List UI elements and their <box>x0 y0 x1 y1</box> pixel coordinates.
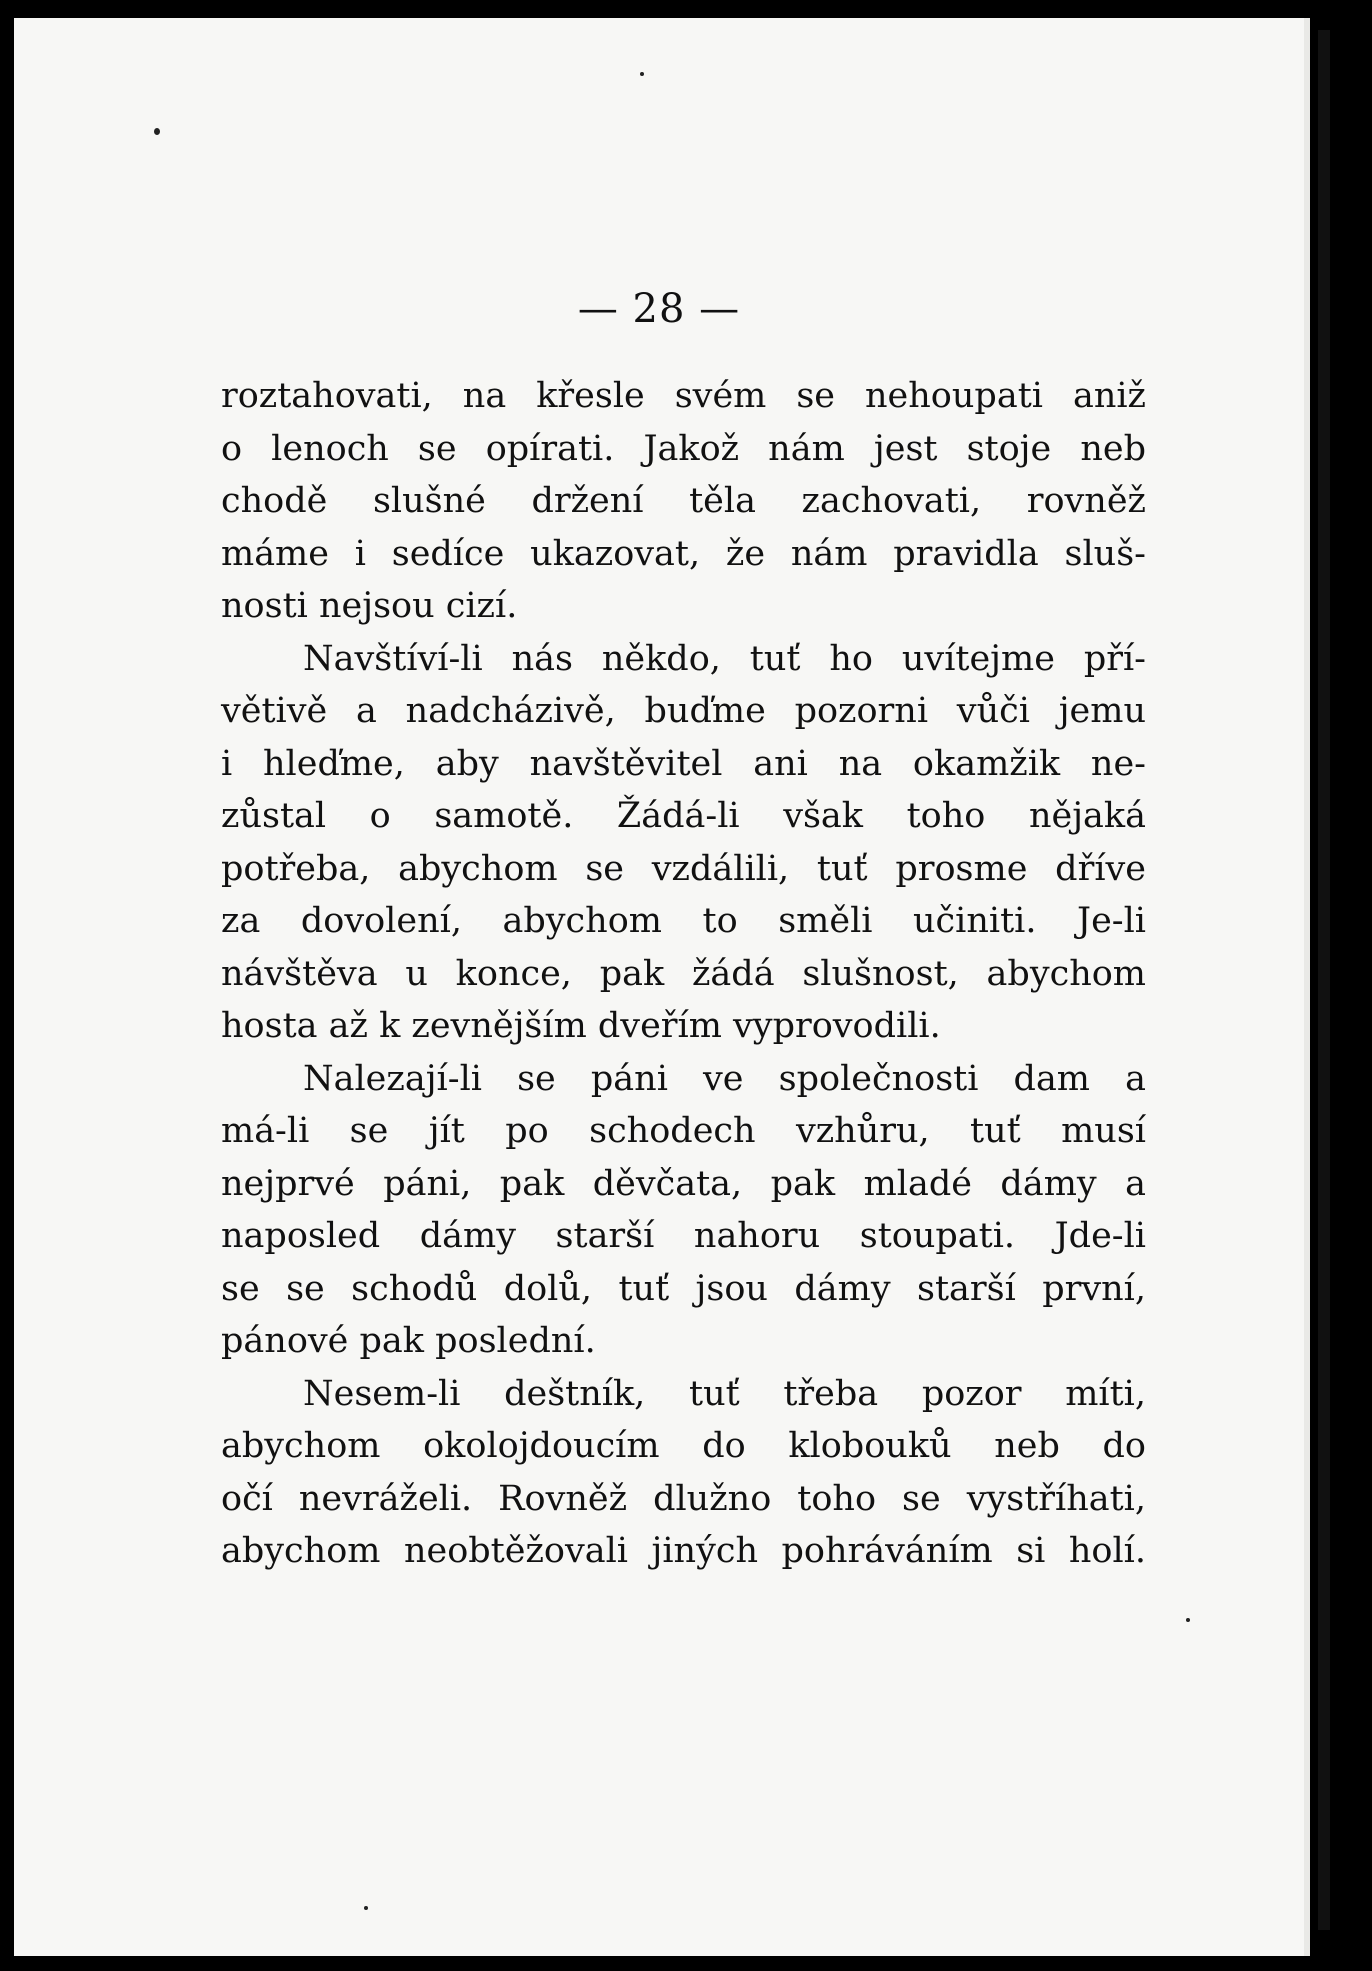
text-line: o lenoch se opírati. Jakož nám jest stoje neb <box>221 428 1146 469</box>
page-edge <box>1304 18 1310 1956</box>
scan-speck <box>364 1906 368 1910</box>
text-line: pánové pak poslední. <box>221 1321 596 1361</box>
text-line: potřeba, abychom se vzdálili, tuť prosme dříve <box>221 848 1146 889</box>
text-line: abychom neobtěžovali jiných pohráváním si holí. <box>221 1531 1146 1571</box>
text-line: za dovolení, abychom to směli učiniti. Je-li <box>221 901 1146 941</box>
scan-speck <box>1186 1618 1190 1622</box>
text-line: nosti nejsou cizí. <box>221 586 518 626</box>
text-line: i hleďme, aby navštěvitel ani na okamžik ne- <box>221 743 1146 784</box>
text-line: zůstal o samotě. Žádá-li však toho nějaká <box>221 796 1146 836</box>
scan-speck <box>154 128 160 135</box>
page-number: — 28 — <box>577 286 741 332</box>
text-line: máme i sedíce ukazovat, že nám pravidla sluš- <box>221 533 1146 574</box>
page-body-text <box>221 370 1146 1578</box>
text-line: očí nevráželi. Rovněž dlužno toho se vystříhati, <box>221 1478 1146 1519</box>
text-line: naposled dámy starší nahoru stoupati. Jde-li <box>221 1216 1146 1256</box>
binding-edge <box>1318 30 1330 1930</box>
text-line: má-li se jít po schodech vzhůru, tuť musí <box>221 1111 1146 1151</box>
text-line: větivě a nadcházivě, buďme pozorni vůči jemu <box>221 691 1146 731</box>
book-page <box>14 18 1304 1956</box>
text-line: nejprvé páni, pak děvčata, pak mladé dámy a <box>221 1163 1146 1204</box>
text-line: chodě slušné držení těla zachovati, rovněž <box>221 481 1146 521</box>
text-line: abychom okolojdoucím do klobouků neb do <box>221 1426 1146 1466</box>
text-line: Nalezají-li se páni ve společnosti dam a <box>303 1058 1146 1099</box>
text-line: hosta až k zevnějším dveřím vyprovodili. <box>221 1006 941 1046</box>
text-line: Navštíví-li nás někdo, tuť ho uvítejme pří- <box>303 638 1146 679</box>
text-line: se se schodů dolů, tuť jsou dámy starší první, <box>221 1268 1146 1309</box>
text-line: Nesem-li deštník, tuť třeba pozor míti, <box>303 1373 1146 1414</box>
scan-speck <box>640 72 644 76</box>
text-line: roztahovati, na křesle svém se nehoupati aniž <box>221 376 1146 416</box>
text-line: návštěva u konce, pak žádá slušnost, abychom <box>221 953 1146 994</box>
